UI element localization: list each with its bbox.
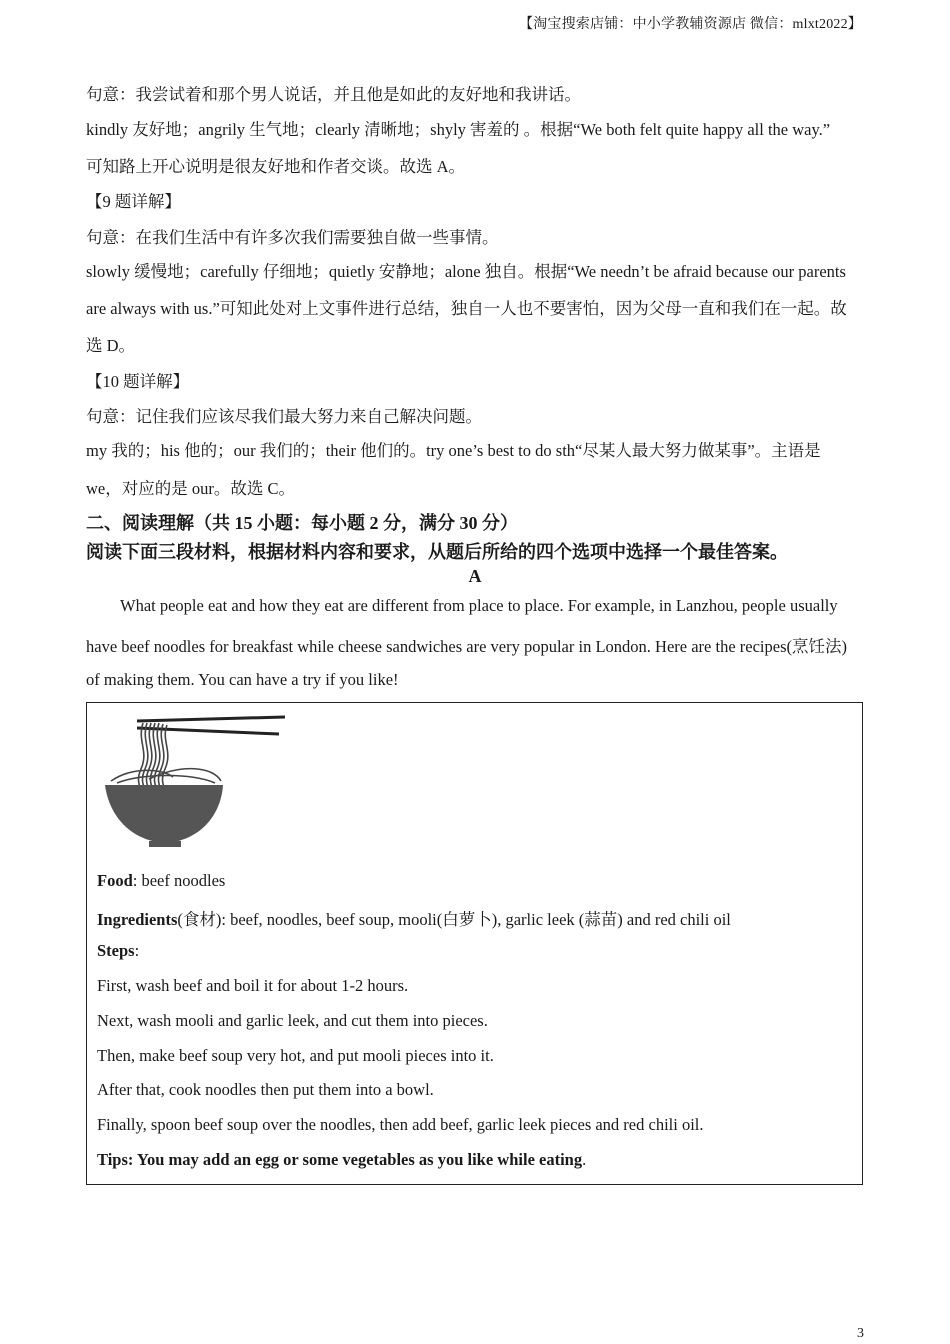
recipe-step-2: Next, wash mooli and garlic leek, and cut them into pieces. <box>97 1011 488 1030</box>
tips-text: Tips: You may add an egg or some vegetables as you like while eating <box>97 1150 583 1169</box>
q10-title: 【10 题详解】 <box>86 372 190 391</box>
recipe-ingredients-line <box>97 906 731 930</box>
ingredients-label: Ingredients <box>97 910 178 929</box>
q10-explain-line-2: we，对应的是 our。故选 C。 <box>86 479 295 498</box>
recipe-tips-line <box>97 1150 586 1170</box>
food-value: : beef noodles <box>132 871 226 890</box>
q8-explain-line-1: kindly 友好地；angrily 生气地；clearly 清晰地；shyly 害羞的 。根据“We both felt quite happy all the way.” <box>86 120 831 139</box>
page-header-watermark: 【淘宝搜索店铺：中小学教辅资源店 微信：mlxt2022】 <box>519 17 862 32</box>
recipe-step-3: Then, make beef soup very hot, and put mooli pieces into it. <box>97 1046 494 1065</box>
steps-label: Steps <box>97 941 135 960</box>
q8-meaning: 句意：我尝试着和那个男人说话，并且他是如此的友好地和我讲话。 <box>86 85 581 104</box>
recipe-step-4: After that, cook noodles then put them into a bowl. <box>97 1080 434 1099</box>
ingredients-value: (食材): beef, noodles, beef soup, mooli(白萝卜), garlic leek (蒜苗) and red chili oil <box>177 910 731 929</box>
q10-explain-line-1: my 我的；his 他的；our 我们的；their 他们的。try one’s best to do sth“尽某人最大努力做某事”。主语是 <box>86 441 821 460</box>
food-label: Food <box>97 871 133 890</box>
q9-title: 【9 题详解】 <box>86 192 181 211</box>
recipe-step-1: First, wash beef and boil it for about 1-2 hours. <box>97 976 409 995</box>
recipe-steps-heading <box>97 941 139 961</box>
recipe-step-5: Finally, spoon beef soup over the noodles, then add beef, garlic leek pieces and red chili oil. <box>97 1115 704 1134</box>
q8-explain-line-2: 可知路上开心说明是很友好地和作者交谈。故选 A。 <box>86 157 466 176</box>
passage-intro-line-2: have beef noodles for breakfast while cheese sandwiches are very popular in London. Here are the recipes(烹饪法) <box>86 637 847 656</box>
passage-intro-line-3: of making them. You can have a try if you like! <box>86 670 399 689</box>
recipe-box <box>86 702 863 1185</box>
q9-explain-line-2: are always with us.”可知此处对上文事件进行总结，独自一人也不要害怕，因为父母一直和我们在一起。故 <box>86 299 847 318</box>
q10-meaning: 句意：记住我们应该尽我们最大努力来自己解决问题。 <box>86 407 482 426</box>
steps-colon: : <box>134 941 140 960</box>
q9-explain-line-1: slowly 缓慢地；carefully 仔细地；quietly 安静地；alone 独自。根据“We needn’t be afraid because our parents <box>86 262 846 281</box>
q9-meaning: 句意：在我们生活中有许多次我们需要独自做一些事情。 <box>86 228 499 247</box>
q9-explain-line-3: 选 D。 <box>86 336 136 355</box>
recipe-food-line <box>97 871 225 891</box>
section-2-title: 二、阅读理解（共 15 小题：每小题 2 分，满分 30 分） <box>86 513 518 533</box>
noodle-bowl-icon <box>103 711 293 851</box>
tips-period: . <box>582 1150 587 1169</box>
passage-intro-line-1: What people eat and how they eat are different from place to place. For example, in Lanzhou, people usually <box>120 596 838 615</box>
section-2-instruction: 阅读下面三段材料，根据材料内容和要求，从题后所给的四个选项中选择一个最佳答案。 <box>86 542 788 562</box>
passage-label: A <box>468 566 482 586</box>
page-number: 3 <box>857 1326 864 1341</box>
